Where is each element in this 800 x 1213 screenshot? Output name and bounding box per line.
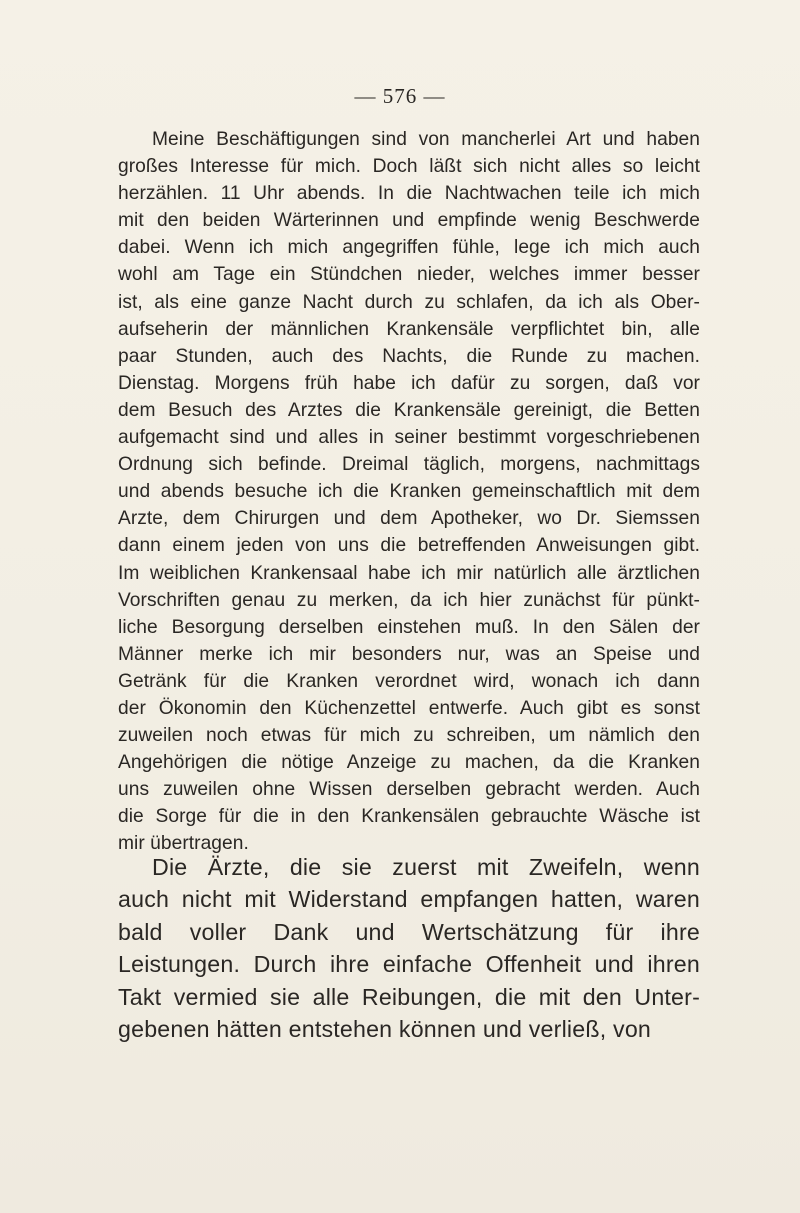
text-line: zuweilen noch etwas für mich zu schreiben, um nämlich den <box>118 725 700 747</box>
text-line: Ordnung sich befinde. Dreimal täglich, morgens, nachmittags <box>118 454 700 476</box>
text-line: aufgemacht sind und alles in seiner bestimmt vorgeschriebenen <box>118 427 700 449</box>
text-line: und abends besuche ich die Kranken gemeinschaftlich mit dem <box>118 481 700 503</box>
text-line: ist, als eine ganze Nacht durch zu schlafen, da ich als Ober- <box>118 291 700 313</box>
text-line: Die Ärzte, die sie zuerst mit Zweifeln, wenn <box>152 854 700 880</box>
text-line: mir übertragen. <box>118 833 249 855</box>
text-line: aufseherin der männlichen Krankensäle verpflichtet bin, alle <box>118 318 700 340</box>
text-line: auch nicht mit Widerstand empfangen hatten, waren <box>118 886 700 913</box>
text-line: mit den beiden Wärterinnen und empfinde wenig Beschwerde <box>118 210 700 232</box>
text-line: Dienstag. Morgens früh habe ich dafür zu sorgen, daß vor <box>118 372 700 394</box>
text-line: liche Besorgung derselben einstehen muß. In den Sälen der <box>118 616 700 638</box>
text-line: die Sorge für die in den Krankensälen gebrauchte Wäsche ist <box>118 806 700 828</box>
text-line: dann einem jeden von uns die betreffenden Anweisungen gibt. <box>118 535 700 557</box>
text-line: Meine Beschäftigungen sind von mancherlei Art und haben <box>152 129 700 150</box>
text-line: uns zuweilen ohne Wissen derselben gebracht werden. Auch <box>118 779 700 801</box>
text-line: Vorschriften genau zu merken, da ich hier zunächst für pünkt- <box>118 589 700 611</box>
text-line: Getränk für die Kranken verordnet wird, wonach ich dann <box>118 670 700 692</box>
text-line: dem Besuch des Arztes die Krankensäle gereinigt, die Betten <box>118 399 700 421</box>
paragraph-diary-entry <box>118 126 700 858</box>
text-line: bald voller Dank und Wertschätzung für ihre <box>118 918 700 945</box>
text-line: herzählen. 11 Uhr abends. In die Nachtwachen teile ich mich <box>118 183 700 205</box>
text-line: gebenen hätten entstehen können und verließ, von <box>118 1016 652 1043</box>
text-line: paar Stunden, auch des Nachts, die Runde zu machen. <box>118 345 700 367</box>
text-line: Takt vermied sie alle Reibungen, die mit den Unter- <box>118 983 700 1010</box>
text-line: wohl am Tage ein Stündchen nieder, welches immer besser <box>118 264 700 286</box>
text-line: der Ökonomin den Küchenzettel entwerfe. Auch gibt es sonst <box>118 697 700 719</box>
text-line: großes Interesse für mich. Doch läßt sich nicht alles so leicht <box>118 156 700 178</box>
page-number: — 576 — <box>354 84 446 108</box>
text-line: Leistungen. Durch ihre einfache Offenheit und ihren <box>118 951 700 978</box>
text-line: dabei. Wenn ich mich angegriffen fühle, lege ich mich auch <box>118 237 700 259</box>
paragraph-commentary <box>118 851 700 1045</box>
text-line: Arzte, dem Chirurgen und dem Apotheker, wo Dr. Siemssen <box>118 508 700 530</box>
text-line: Angehörigen die nötige Anzeige zu machen, da die Kranken <box>118 752 700 774</box>
text-line: Männer merke ich mir besonders nur, was an Speise und <box>118 643 700 665</box>
text-line: Im weiblichen Krankensaal habe ich mir natürlich alle ärztlichen <box>118 562 700 584</box>
